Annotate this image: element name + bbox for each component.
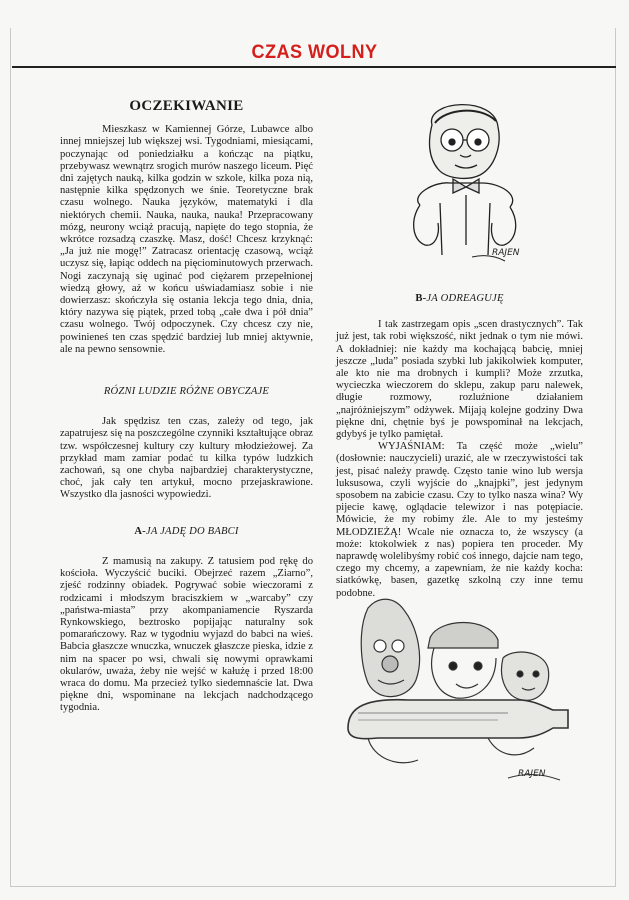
subheading-1: RÓZNI LUDZIE RÓŻNE OBYCZAJE (103, 386, 270, 398)
subheading-3-prefix: B- (415, 293, 427, 304)
section-title: CZAS WOLNY (251, 42, 378, 63)
subheading-3 (336, 293, 583, 305)
bottom-signature: RAJEN (518, 769, 546, 779)
subheading-2-prefix: A- (134, 525, 146, 537)
left-column (60, 100, 313, 715)
article-title: OCZEKIWANIE (129, 98, 244, 114)
subheading-3-text: JA ODREAGUJĘ (426, 293, 504, 304)
right-column (336, 293, 583, 600)
paragraph-2: Jak spędzisz ten czas, zależy od tego, jak zapatrujesz się na poszczególne czynniki kształtujące obraz tzw. współczesnej kultury czy kultury młodzieżowej. Za przykład mam zamiar podać tu kilka typów ludzkich zachowań, są one chyba najbardziej charakterystyczne, choć, jak cały ten artykuł, mocno przejaskrawione. Wszystko dla jasności wypowiedzi. (60, 416, 313, 501)
paragraph-3: Z mamusią na zakupy. Z tatusiem pod rękę do kościoła. Wyczyścić buciki. Obejrzeć razem „Ziarno”, zjeść rodzinny obiadek. Pogrywać sobie wieczorami z rodzicami i młodszym braciszkiem w „warcaby” czy „państwa-miasta” przy akompaniamencie Ryszarda Rynkowskiego, beztrosko popijając naturalny sok pomarańczowy. Raz w tygodniu wyjazd do babci na wieś. Babcia głaszcze wnuczka, wnuczek głaszcze pieska, idzie z nim na spacer po wsi, chwali się nowymi oprawkami okularów, uważa, żeby nie wejść w kałużę i przed 18:00 wraca do domu. Ma przecież tylko siedemnaście lat. Dwa piękne dni, wspominane na lekcjach nadchodzącego tygodnia. (60, 555, 313, 714)
top-signature: RAJEN (492, 248, 520, 258)
paragraph-5: WYJAŚNIAM: Ta część może „wielu” (dosłownie: nauczycieli) urazić, ale w rzeczywistości tak jest, pisać należy prawdę. Często tanie wino lub wersja luksusowa, czyli wyjście do „knajpki”, jest jedynym sposobem na zabicie czasu. Czy to tylko nasza wina? Wy pijecie kawę, oglądacie telewizor i nas potępiacie. Mówicie, że my robimy źle. Ale to my jesteśmy MŁODZIEŻĄ! Wcale nie oznacza to, że wszyscy (a może: ktokolwiek z nas) popiera ten proceder. My naprawdę wolelibyśmy robić coś innego, dajcie nam tego, czego my chcemy, a zapewniam, że nie każdy kocha: siatkówkę, basen, gazetkę szkolną czy inne temu podobne. (336, 441, 583, 599)
intro-paragraph: Mieszkasz w Kamiennej Górze, Lubawce albo innej mniejszej lub większej wsi. Tygodniami, miesiącami, poczynając od poniedziałku a kończąc na piątku, przebywasz wewnątrz srogich murów naszego liceum. Pięć dni zajętych nauką, kilka godzin w szkole, kilka poza nią, następnie kilka spędzonych we śnie. Teoretyczne brak czasu wolnego. Nauka języków, matematyki i dla niektórych chemii. Nauka, nauka, nauka! Przepracowany mózg, neurony wciąż pracują, napięte do tego stopnia, że wkrótce rozsadzą czaszkę. Masz, dość! Chcesz krzyknąć: „Ja już nie mogę!” Zatracasz orientację czasową, wciąż uczysz się, łapiąc oddech na pięciominutowych przerwach. Nogi zaczynają się uginać pod ciężarem przepełnionej wiedzą głowy, aż w końcu uświadamiasz sobie i nie dowierzasz: skończyła się ostania lekcja tego dnia, dnia, który nazywa się piątek, przed tobą „całe dwa i pół dnia” czasu wolnego. Twój odpoczynek. Czy chcesz czy nie, powinieneś ten czas spędzić bardziej lub mniej aktywnie, ale na pewno sensownie. (60, 124, 313, 355)
cartoon-bottle-illustration (338, 588, 578, 800)
subheading-2 (60, 526, 313, 538)
cartoon-boy-illustration (380, 95, 545, 270)
paragraph-4: I tak zastrzegam opis „scen drastycznych”. Tak już jest, tak robi większość, nikt jednak o tym nie mówi. A dokładniej: nie każdy ma kochającą babcię, mniej jeszcze „luda” posiada szybki lub jakikolwiek komputer, ale kto nie ma drobnych i kumpli? Może zrzutka, wycieczka wieczorem do sklepu, zakup paru nalewek, długie rozmowy, rozluźnione działaniem „najróżniejszym” odżywek. Mijają kolejne godziny Dwa piękne dni, chętnie byś je powspominał na lekcjach, gdybyś je tylko pamiętał. (336, 319, 583, 441)
header-rule (12, 66, 616, 68)
subheading-2-text: JA JADĘ DO BABCI (145, 525, 239, 537)
